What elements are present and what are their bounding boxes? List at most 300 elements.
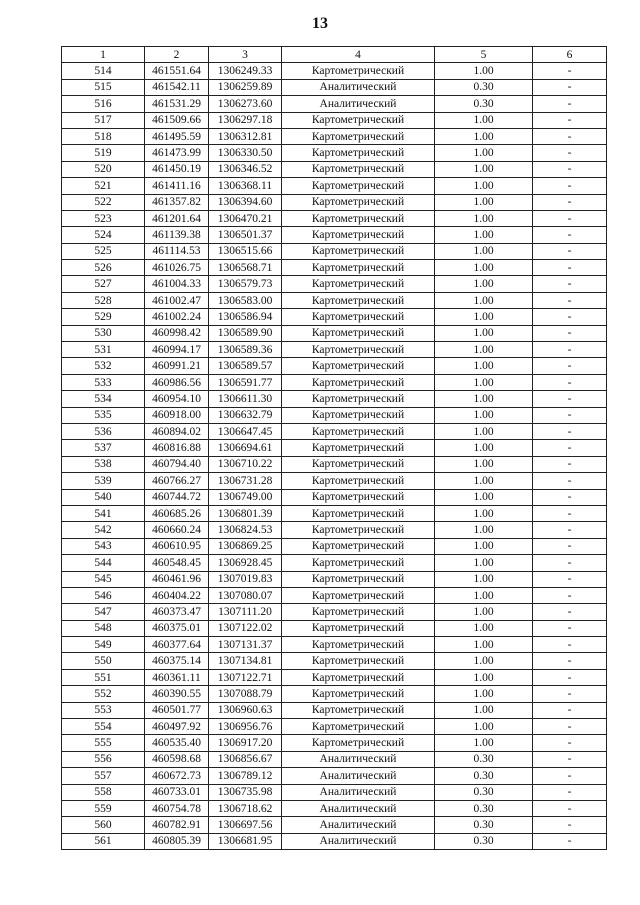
y-coordinate-cell: 1306789.12	[209, 768, 282, 784]
method-cell: Картометрический	[282, 620, 435, 636]
x-coordinate-cell: 460377.64	[145, 637, 209, 653]
x-coordinate-cell: 461473.99	[145, 145, 209, 161]
accuracy-cell: 1.00	[435, 342, 533, 358]
note-cell: -	[533, 96, 607, 112]
x-coordinate-cell: 461139.38	[145, 227, 209, 243]
y-coordinate-cell: 1306394.60	[209, 194, 282, 210]
point-number-cell: 519	[62, 145, 145, 161]
point-number-cell: 520	[62, 161, 145, 177]
table-row	[62, 96, 607, 112]
accuracy-cell: 1.00	[435, 276, 533, 292]
method-cell: Картометрический	[282, 473, 435, 489]
note-cell: -	[533, 669, 607, 685]
note-cell: -	[533, 456, 607, 472]
table-row	[62, 735, 607, 751]
note-cell: -	[533, 817, 607, 833]
method-cell: Картометрический	[282, 276, 435, 292]
point-number-cell: 526	[62, 260, 145, 276]
table-row	[62, 686, 607, 702]
y-coordinate-cell: 1306647.45	[209, 423, 282, 439]
point-number-cell: 559	[62, 800, 145, 816]
note-cell: -	[533, 342, 607, 358]
note-cell: -	[533, 702, 607, 718]
y-coordinate-cell: 1306869.25	[209, 538, 282, 554]
method-cell: Картометрический	[282, 669, 435, 685]
table-row	[62, 473, 607, 489]
note-cell: -	[533, 587, 607, 603]
accuracy-cell: 1.00	[435, 391, 533, 407]
y-coordinate-cell: 1307019.83	[209, 571, 282, 587]
note-cell: -	[533, 79, 607, 95]
x-coordinate-cell: 460782.91	[145, 817, 209, 833]
accuracy-cell: 0.30	[435, 833, 533, 849]
y-coordinate-cell: 1306346.52	[209, 161, 282, 177]
accuracy-cell: 1.00	[435, 538, 533, 554]
x-coordinate-cell: 461026.75	[145, 260, 209, 276]
x-coordinate-cell: 460994.17	[145, 342, 209, 358]
x-coordinate-cell: 460986.56	[145, 374, 209, 390]
method-cell: Картометрический	[282, 292, 435, 308]
point-number-cell: 540	[62, 489, 145, 505]
y-coordinate-cell: 1306632.79	[209, 407, 282, 423]
accuracy-cell: 1.00	[435, 571, 533, 587]
x-coordinate-cell: 460361.11	[145, 669, 209, 685]
table-row	[62, 145, 607, 161]
point-number-cell: 546	[62, 587, 145, 603]
note-cell: -	[533, 538, 607, 554]
method-cell: Картометрический	[282, 686, 435, 702]
table-row	[62, 309, 607, 325]
x-coordinate-cell: 460744.72	[145, 489, 209, 505]
method-cell: Картометрический	[282, 407, 435, 423]
y-coordinate-cell: 1307134.81	[209, 653, 282, 669]
y-coordinate-cell: 1306697.56	[209, 817, 282, 833]
note-cell: -	[533, 620, 607, 636]
x-coordinate-cell: 460794.40	[145, 456, 209, 472]
note-cell: -	[533, 423, 607, 439]
point-number-cell: 555	[62, 735, 145, 751]
table-row	[62, 128, 607, 144]
note-cell: -	[533, 440, 607, 456]
table-row	[62, 538, 607, 554]
note-cell: -	[533, 374, 607, 390]
method-cell: Картометрический	[282, 260, 435, 276]
method-cell: Аналитический	[282, 784, 435, 800]
point-number-cell: 551	[62, 669, 145, 685]
point-number-cell: 550	[62, 653, 145, 669]
point-number-cell: 556	[62, 751, 145, 767]
method-cell: Аналитический	[282, 833, 435, 849]
table-row	[62, 784, 607, 800]
note-cell: -	[533, 210, 607, 226]
method-cell: Картометрический	[282, 145, 435, 161]
method-cell: Картометрический	[282, 735, 435, 751]
table-row	[62, 358, 607, 374]
note-cell: -	[533, 227, 607, 243]
y-coordinate-cell: 1307131.37	[209, 637, 282, 653]
note-cell: -	[533, 555, 607, 571]
accuracy-cell: 1.00	[435, 489, 533, 505]
y-coordinate-cell: 1307088.79	[209, 686, 282, 702]
method-cell: Картометрический	[282, 702, 435, 718]
table-row	[62, 768, 607, 784]
note-cell: -	[533, 112, 607, 128]
x-coordinate-cell: 461357.82	[145, 194, 209, 210]
point-number-cell: 548	[62, 620, 145, 636]
note-cell: -	[533, 604, 607, 620]
y-coordinate-cell: 1306681.95	[209, 833, 282, 849]
x-coordinate-cell: 460501.77	[145, 702, 209, 718]
table-row	[62, 489, 607, 505]
note-cell: -	[533, 391, 607, 407]
y-coordinate-cell: 1306589.90	[209, 325, 282, 341]
x-coordinate-cell: 461542.11	[145, 79, 209, 95]
table-row	[62, 653, 607, 669]
note-cell: -	[533, 522, 607, 538]
point-number-cell: 561	[62, 833, 145, 849]
method-cell: Картометрический	[282, 522, 435, 538]
accuracy-cell: 1.00	[435, 637, 533, 653]
table-row	[62, 227, 607, 243]
accuracy-cell: 1.00	[435, 423, 533, 439]
y-coordinate-cell: 1306694.61	[209, 440, 282, 456]
y-coordinate-cell: 1306801.39	[209, 505, 282, 521]
x-coordinate-cell: 460610.95	[145, 538, 209, 554]
x-coordinate-cell: 461551.64	[145, 63, 209, 79]
accuracy-cell: 1.00	[435, 358, 533, 374]
point-number-cell: 536	[62, 423, 145, 439]
y-coordinate-cell: 1306917.20	[209, 735, 282, 751]
accuracy-cell: 1.00	[435, 473, 533, 489]
point-number-cell: 538	[62, 456, 145, 472]
accuracy-cell: 1.00	[435, 374, 533, 390]
y-coordinate-cell: 1306368.11	[209, 178, 282, 194]
x-coordinate-cell: 460998.42	[145, 325, 209, 341]
x-coordinate-cell: 460672.73	[145, 768, 209, 784]
table-row	[62, 210, 607, 226]
method-cell: Картометрический	[282, 440, 435, 456]
accuracy-cell: 1.00	[435, 309, 533, 325]
x-coordinate-cell: 461004.33	[145, 276, 209, 292]
point-number-cell: 560	[62, 817, 145, 833]
note-cell: -	[533, 161, 607, 177]
point-number-cell: 527	[62, 276, 145, 292]
y-coordinate-cell: 1306718.62	[209, 800, 282, 816]
method-cell: Аналитический	[282, 79, 435, 95]
accuracy-cell: 0.30	[435, 768, 533, 784]
accuracy-cell: 1.00	[435, 63, 533, 79]
y-coordinate-cell: 1306501.37	[209, 227, 282, 243]
y-coordinate-cell: 1306579.73	[209, 276, 282, 292]
note-cell: -	[533, 145, 607, 161]
table-row	[62, 63, 607, 79]
point-number-cell: 531	[62, 342, 145, 358]
point-number-cell: 517	[62, 112, 145, 128]
table-row	[62, 243, 607, 259]
point-number-cell: 543	[62, 538, 145, 554]
y-coordinate-cell: 1307080.07	[209, 587, 282, 603]
column-header: 5	[435, 47, 533, 63]
point-number-cell: 532	[62, 358, 145, 374]
method-cell: Картометрический	[282, 587, 435, 603]
note-cell: -	[533, 260, 607, 276]
point-number-cell: 522	[62, 194, 145, 210]
accuracy-cell: 1.00	[435, 112, 533, 128]
point-number-cell: 547	[62, 604, 145, 620]
table-row	[62, 702, 607, 718]
point-number-cell: 535	[62, 407, 145, 423]
method-cell: Картометрический	[282, 227, 435, 243]
x-coordinate-cell: 461509.66	[145, 112, 209, 128]
accuracy-cell: 1.00	[435, 669, 533, 685]
x-coordinate-cell: 461002.24	[145, 309, 209, 325]
point-number-cell: 553	[62, 702, 145, 718]
point-number-cell: 514	[62, 63, 145, 79]
table-row	[62, 719, 607, 735]
column-header: 2	[145, 47, 209, 63]
y-coordinate-cell: 1306824.53	[209, 522, 282, 538]
method-cell: Картометрический	[282, 505, 435, 521]
accuracy-cell: 1.00	[435, 505, 533, 521]
note-cell: -	[533, 407, 607, 423]
x-coordinate-cell: 460375.01	[145, 620, 209, 636]
x-coordinate-cell: 460373.47	[145, 604, 209, 620]
table-row	[62, 440, 607, 456]
y-coordinate-cell: 1306591.77	[209, 374, 282, 390]
accuracy-cell: 1.00	[435, 456, 533, 472]
note-cell: -	[533, 309, 607, 325]
point-number-cell: 552	[62, 686, 145, 702]
table-row	[62, 423, 607, 439]
table-row	[62, 391, 607, 407]
note-cell: -	[533, 653, 607, 669]
table-row	[62, 817, 607, 833]
y-coordinate-cell: 1306589.36	[209, 342, 282, 358]
x-coordinate-cell: 460404.22	[145, 587, 209, 603]
y-coordinate-cell: 1307111.20	[209, 604, 282, 620]
y-coordinate-cell: 1306330.50	[209, 145, 282, 161]
method-cell: Картометрический	[282, 194, 435, 210]
method-cell: Картометрический	[282, 391, 435, 407]
accuracy-cell: 0.30	[435, 784, 533, 800]
accuracy-cell: 1.00	[435, 407, 533, 423]
table-body	[62, 63, 607, 850]
y-coordinate-cell: 1306611.30	[209, 391, 282, 407]
note-cell: -	[533, 489, 607, 505]
accuracy-cell: 1.00	[435, 178, 533, 194]
x-coordinate-cell: 461201.64	[145, 210, 209, 226]
method-cell: Картометрический	[282, 161, 435, 177]
accuracy-cell: 0.30	[435, 817, 533, 833]
table-row	[62, 604, 607, 620]
x-coordinate-cell: 460598.68	[145, 751, 209, 767]
note-cell: -	[533, 784, 607, 800]
point-number-cell: 537	[62, 440, 145, 456]
method-cell: Картометрический	[282, 571, 435, 587]
method-cell: Картометрический	[282, 309, 435, 325]
point-number-cell: 544	[62, 555, 145, 571]
x-coordinate-cell: 460660.24	[145, 522, 209, 538]
method-cell: Картометрический	[282, 653, 435, 669]
note-cell: -	[533, 63, 607, 79]
point-number-cell: 530	[62, 325, 145, 341]
point-number-cell: 542	[62, 522, 145, 538]
accuracy-cell: 1.00	[435, 128, 533, 144]
point-number-cell: 524	[62, 227, 145, 243]
x-coordinate-cell: 460375.14	[145, 653, 209, 669]
y-coordinate-cell: 1306856.67	[209, 751, 282, 767]
y-coordinate-cell: 1306515.66	[209, 243, 282, 259]
point-number-cell: 521	[62, 178, 145, 194]
table-row	[62, 571, 607, 587]
accuracy-cell: 1.00	[435, 719, 533, 735]
y-coordinate-cell: 1306960.63	[209, 702, 282, 718]
point-number-cell: 549	[62, 637, 145, 653]
column-header: 3	[209, 47, 282, 63]
note-cell: -	[533, 768, 607, 784]
note-cell: -	[533, 276, 607, 292]
y-coordinate-cell: 1306956.76	[209, 719, 282, 735]
note-cell: -	[533, 637, 607, 653]
method-cell: Картометрический	[282, 489, 435, 505]
method-cell: Картометрический	[282, 423, 435, 439]
table-row	[62, 178, 607, 194]
y-coordinate-cell: 1306297.18	[209, 112, 282, 128]
method-cell: Картометрический	[282, 210, 435, 226]
accuracy-cell: 1.00	[435, 653, 533, 669]
y-coordinate-cell: 1306731.28	[209, 473, 282, 489]
point-number-cell: 554	[62, 719, 145, 735]
table-row	[62, 79, 607, 95]
accuracy-cell: 1.00	[435, 735, 533, 751]
coordinates-table	[61, 46, 607, 850]
method-cell: Картометрический	[282, 719, 435, 735]
y-coordinate-cell: 1307122.02	[209, 620, 282, 636]
table-row	[62, 587, 607, 603]
accuracy-cell: 0.30	[435, 800, 533, 816]
note-cell: -	[533, 292, 607, 308]
point-number-cell: 516	[62, 96, 145, 112]
accuracy-cell: 1.00	[435, 243, 533, 259]
point-number-cell: 533	[62, 374, 145, 390]
method-cell: Аналитический	[282, 96, 435, 112]
x-coordinate-cell: 460918.00	[145, 407, 209, 423]
x-coordinate-cell: 460685.26	[145, 505, 209, 521]
table-row	[62, 833, 607, 849]
accuracy-cell: 1.00	[435, 440, 533, 456]
accuracy-cell: 0.30	[435, 751, 533, 767]
method-cell: Картометрический	[282, 374, 435, 390]
x-coordinate-cell: 460991.21	[145, 358, 209, 374]
point-number-cell: 529	[62, 309, 145, 325]
accuracy-cell: 1.00	[435, 555, 533, 571]
x-coordinate-cell: 460497.92	[145, 719, 209, 735]
method-cell: Картометрический	[282, 128, 435, 144]
x-coordinate-cell: 460805.39	[145, 833, 209, 849]
method-cell: Картометрический	[282, 178, 435, 194]
note-cell: -	[533, 194, 607, 210]
x-coordinate-cell: 461531.29	[145, 96, 209, 112]
accuracy-cell: 0.30	[435, 79, 533, 95]
accuracy-cell: 0.30	[435, 96, 533, 112]
note-cell: -	[533, 686, 607, 702]
note-cell: -	[533, 800, 607, 816]
accuracy-cell: 1.00	[435, 161, 533, 177]
point-number-cell: 518	[62, 128, 145, 144]
method-cell: Картометрический	[282, 456, 435, 472]
method-cell: Аналитический	[282, 768, 435, 784]
table-row	[62, 112, 607, 128]
point-number-cell: 558	[62, 784, 145, 800]
note-cell: -	[533, 833, 607, 849]
note-cell: -	[533, 128, 607, 144]
note-cell: -	[533, 358, 607, 374]
y-coordinate-cell: 1306249.33	[209, 63, 282, 79]
note-cell: -	[533, 735, 607, 751]
header-row	[62, 47, 607, 63]
method-cell: Картометрический	[282, 325, 435, 341]
note-cell: -	[533, 243, 607, 259]
x-coordinate-cell: 460535.40	[145, 735, 209, 751]
point-number-cell: 515	[62, 79, 145, 95]
point-number-cell: 557	[62, 768, 145, 784]
point-number-cell: 525	[62, 243, 145, 259]
table-header	[62, 47, 607, 63]
table-row	[62, 555, 607, 571]
note-cell: -	[533, 751, 607, 767]
page-number: 13	[312, 15, 328, 32]
x-coordinate-cell: 461411.16	[145, 178, 209, 194]
table-row	[62, 522, 607, 538]
method-cell: Картометрический	[282, 342, 435, 358]
accuracy-cell: 1.00	[435, 604, 533, 620]
x-coordinate-cell: 460548.45	[145, 555, 209, 571]
table-row	[62, 260, 607, 276]
table-row	[62, 456, 607, 472]
accuracy-cell: 1.00	[435, 145, 533, 161]
method-cell: Аналитический	[282, 800, 435, 816]
method-cell: Аналитический	[282, 751, 435, 767]
y-coordinate-cell: 1306470.21	[209, 210, 282, 226]
y-coordinate-cell: 1306586.94	[209, 309, 282, 325]
y-coordinate-cell: 1306568.71	[209, 260, 282, 276]
table-row	[62, 342, 607, 358]
table-row	[62, 276, 607, 292]
accuracy-cell: 1.00	[435, 325, 533, 341]
accuracy-cell: 1.00	[435, 260, 533, 276]
x-coordinate-cell: 460733.01	[145, 784, 209, 800]
x-coordinate-cell: 460894.02	[145, 423, 209, 439]
table-row	[62, 161, 607, 177]
x-coordinate-cell: 460816.88	[145, 440, 209, 456]
y-coordinate-cell: 1306273.60	[209, 96, 282, 112]
table-row	[62, 800, 607, 816]
x-coordinate-cell: 460954.10	[145, 391, 209, 407]
method-cell: Картометрический	[282, 538, 435, 554]
table-row	[62, 194, 607, 210]
point-number-cell: 528	[62, 292, 145, 308]
point-number-cell: 545	[62, 571, 145, 587]
note-cell: -	[533, 473, 607, 489]
accuracy-cell: 1.00	[435, 292, 533, 308]
accuracy-cell: 1.00	[435, 194, 533, 210]
method-cell: Картометрический	[282, 63, 435, 79]
y-coordinate-cell: 1306749.00	[209, 489, 282, 505]
accuracy-cell: 1.00	[435, 702, 533, 718]
method-cell: Картометрический	[282, 358, 435, 374]
column-header: 1	[62, 47, 145, 63]
accuracy-cell: 1.00	[435, 210, 533, 226]
